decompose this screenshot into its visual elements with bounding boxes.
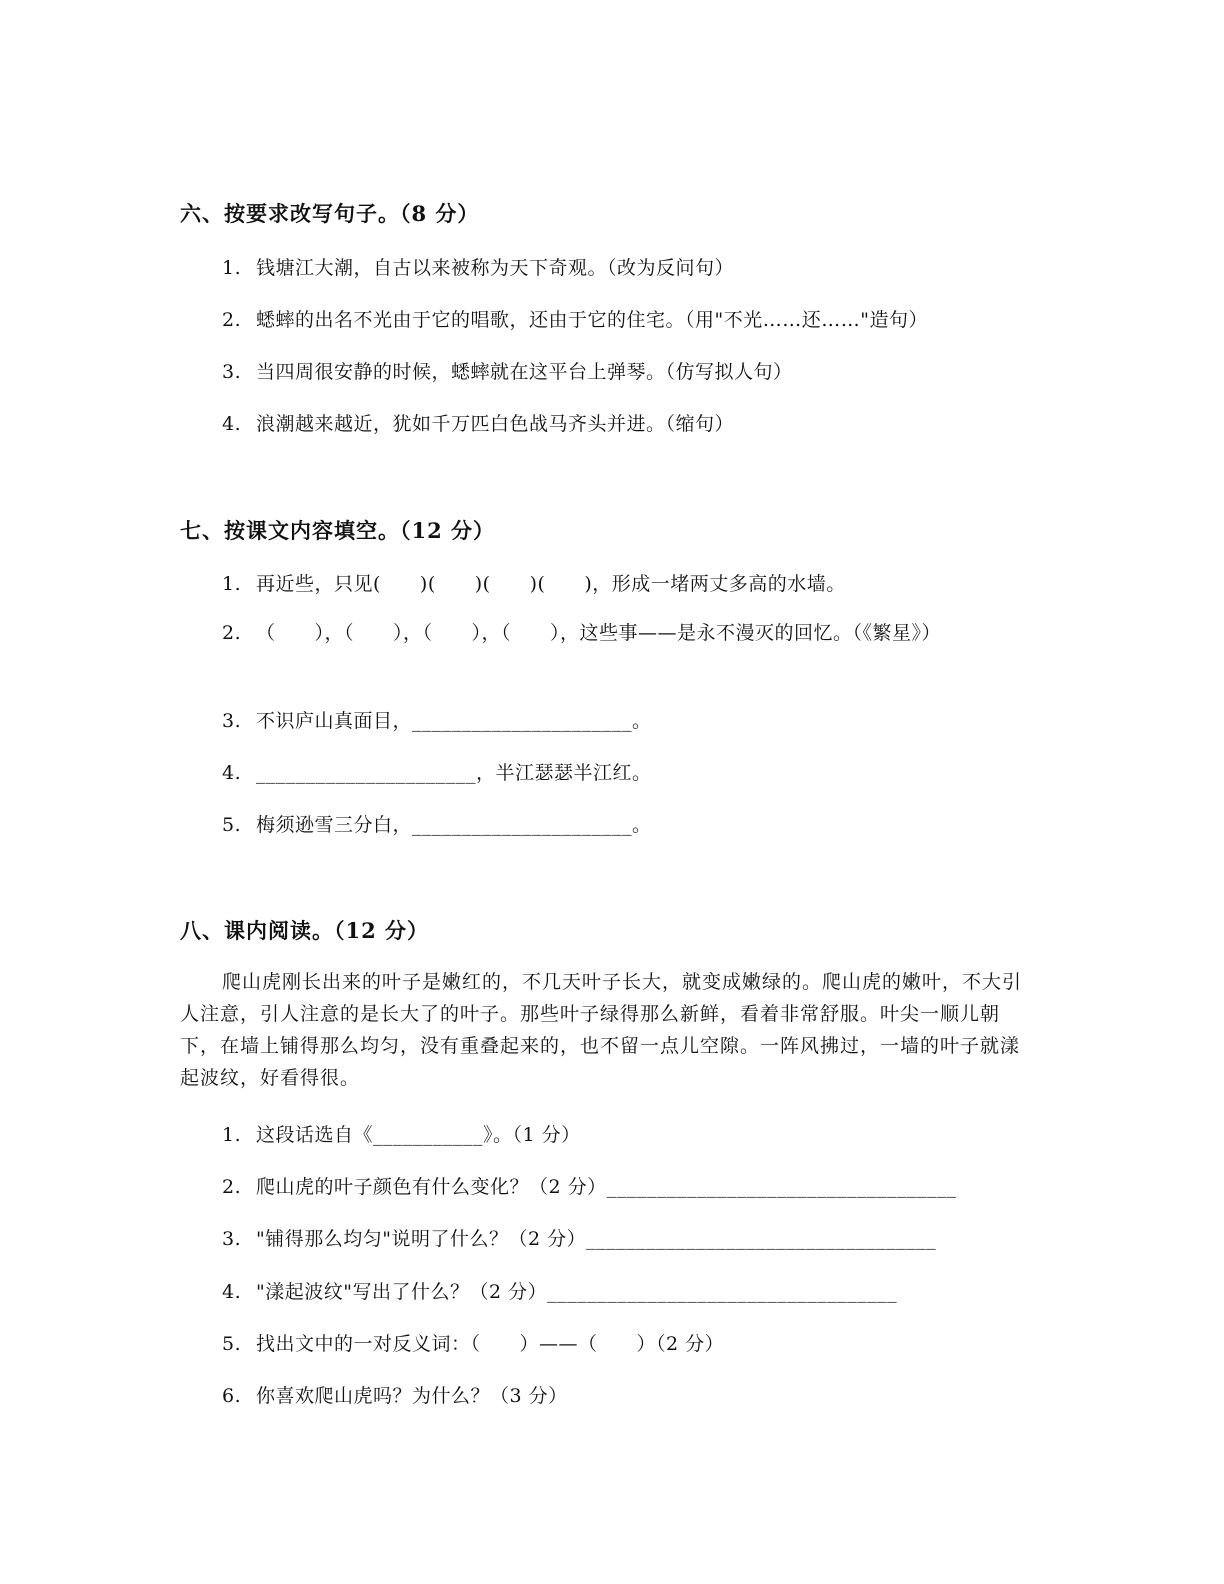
- section-8-item-1: [222, 1120, 581, 1147]
- section-6-item-1: [222, 253, 734, 280]
- section-8-item-6: [222, 1381, 568, 1408]
- item-number: 6.: [222, 1385, 242, 1407]
- item-number: 1.: [222, 1124, 242, 1146]
- section-7-item-1: [222, 569, 846, 596]
- item-number: 3.: [222, 710, 242, 732]
- item-number: 3.: [222, 361, 242, 383]
- item-text: "铺得那么均匀"说明了什么？（2 分）___________________________________: [256, 1228, 937, 1250]
- item-number: 2.: [222, 622, 242, 644]
- item-text: 梅须逊雪三分白，______________________。: [256, 814, 652, 836]
- reading-passage: 爬山虎刚长出来的叶子是嫩红的，不几天叶子长大，就变成嫩绿的。爬山虎的嫩叶，不大引人注意，引人注意的是长大了的叶子。那些叶子绿得那么新鲜，看着非常舒服。叶尖一顺儿朝下，在墙上铺得那么均匀，没有重叠起来的，也不留一点儿空隙。一阵风拂过，一墙的叶子就漾起波纹，好看得很。: [180, 971, 1023, 1089]
- item-number: 3.: [222, 1228, 242, 1250]
- item-number: 4.: [222, 762, 242, 784]
- section-7-item-5: [222, 810, 652, 837]
- section-8-item-2: [222, 1172, 957, 1199]
- item-text: 当四周很安静的时候，蟋蟀就在这平台上弹琴。（仿写拟人句）: [256, 361, 793, 383]
- item-number: 2.: [222, 309, 242, 331]
- item-text: 钱塘江大潮，自古以来被称为天下奇观。（改为反问句）: [256, 257, 735, 279]
- section-6-item-4: [222, 409, 734, 436]
- item-number: 1.: [222, 257, 242, 279]
- item-number: 5.: [222, 814, 242, 836]
- item-text: 不识庐山真面目，______________________。: [256, 710, 652, 732]
- section-8-item-4: [222, 1277, 897, 1304]
- item-text: 浪潮越来越近，犹如千万匹白色战马齐头并进。（缩句）: [256, 413, 735, 435]
- section-6-item-2: [222, 305, 928, 332]
- item-text: 爬山虎的叶子颜色有什么变化？（2 分）___________________________________: [256, 1176, 957, 1198]
- item-number: 1.: [222, 573, 242, 595]
- section-7-item-4: [222, 758, 652, 785]
- item-number: 4.: [222, 1281, 242, 1303]
- item-number: 5.: [222, 1333, 242, 1355]
- section-8-item-3: [222, 1224, 936, 1251]
- item-text: 找出文中的一对反义词：（ ）——（ ）（2 分）: [256, 1333, 725, 1355]
- section-8-item-5: [222, 1329, 724, 1356]
- item-text: 蟋蟀的出名不光由于它的唱歌，还由于它的住宅。（用"不光……还……"造句）: [256, 309, 928, 331]
- section-7-title: 七、按课文内容填空。（12 分）: [180, 518, 496, 543]
- item-number: 2.: [222, 1176, 242, 1198]
- section-8-title: 八、课内阅读。（12 分）: [180, 918, 430, 943]
- section-7-item-2: [180, 617, 1030, 649]
- item-number: 4.: [222, 413, 242, 435]
- item-text: 再近些，只见( )( )( )( )，形成一堵两丈多高的水墙。: [256, 573, 846, 595]
- item-text: 这段话选自《___________》。（1 分）: [256, 1124, 581, 1146]
- section-6-title: 六、按要求改写句子。（8 分）: [180, 201, 480, 226]
- item-text: 你喜欢爬山虎吗？为什么？（3 分）: [256, 1385, 568, 1407]
- section-7-item-3: [222, 706, 652, 733]
- item-text: （ ），（ ），（ ），（ ），这些事——是永不漫灭的回忆。（《繁星》）: [256, 622, 942, 644]
- section-6-item-3: [222, 357, 793, 384]
- item-text: ______________________，半江瑟瑟半江红。: [256, 762, 652, 784]
- item-text: "漾起波纹"写出了什么？（2 分）___________________________________: [256, 1281, 898, 1303]
